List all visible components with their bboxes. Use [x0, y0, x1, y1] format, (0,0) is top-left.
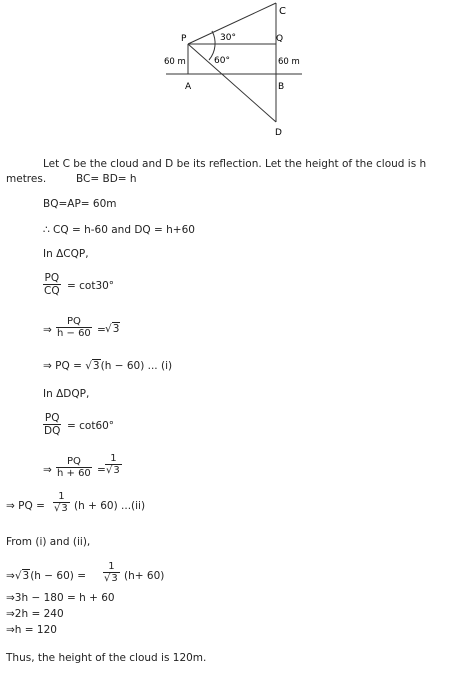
label-q: Q	[276, 34, 284, 44]
fraction-pq-cq	[43, 272, 61, 297]
in-triangle-cqp: In ΔCQP,	[43, 248, 89, 260]
step-3h: ⇒3h − 180 = h + 60	[6, 592, 115, 604]
fraction-pq-h-minus-60	[56, 316, 92, 339]
label-p: P	[181, 34, 187, 44]
denominator: h − 60	[57, 328, 91, 339]
combined-equation-left: ⇒√3(h − 60) =	[6, 570, 87, 582]
fraction-1-over-sqrt3-ii	[53, 491, 70, 514]
denominator: DQ	[44, 425, 61, 437]
fraction-1-over-sqrt3-combined	[103, 561, 120, 584]
combined-equation-right: (h+ 60)	[124, 570, 165, 582]
step-2h: ⇒2h = 240	[6, 608, 64, 620]
label-angle-30: 30°	[220, 33, 236, 43]
label-a: A	[185, 82, 192, 92]
numerator: PQ	[44, 412, 60, 424]
label-right-height: 60 m	[278, 57, 300, 67]
pq-lead-ii: ⇒ PQ =	[6, 500, 45, 512]
sqrt3: √3	[105, 323, 120, 335]
from-i-and-ii: From (i) and (ii),	[6, 536, 91, 548]
fraction-1-over-sqrt3	[105, 453, 122, 476]
intro-equation: BC= BD= h	[76, 173, 137, 185]
implies-sign-2: ⇒	[43, 464, 52, 476]
in-triangle-dqp: In ΔDQP,	[43, 388, 90, 400]
numerator: 1	[108, 561, 115, 572]
pq-tail-ii: (h + 60) ...(ii)	[74, 500, 146, 512]
step-h: ⇒h = 120	[6, 624, 57, 636]
intro-line-2: metres.	[6, 173, 47, 185]
label-b: B	[278, 82, 285, 92]
numerator: PQ	[66, 456, 81, 467]
equals-sign: =	[97, 324, 106, 336]
fraction-pq-h-plus-60	[56, 456, 92, 479]
denominator: h + 60	[57, 468, 91, 479]
cot30-text: = cot30°	[67, 280, 115, 292]
denominator: CQ	[44, 285, 60, 297]
label-c: C	[279, 6, 286, 17]
bq-ap-statement: BQ=AP= 60m	[43, 198, 117, 210]
numerator: PQ	[44, 272, 60, 284]
denominator: √3	[106, 465, 120, 476]
label-left-height: 60 m	[164, 57, 186, 67]
numerator: 1	[58, 491, 65, 502]
denominator: √3	[54, 503, 68, 514]
label-angle-60: 60°	[214, 56, 230, 66]
numerator: 1	[110, 453, 117, 464]
intro-line-1: Let C be the cloud and D be its reflection. Let the height of the cloud is h	[43, 158, 427, 170]
pq-equation-i: ⇒ PQ = √3(h − 60) ... (i)	[43, 360, 173, 372]
equals-sign-2: =	[97, 464, 106, 476]
denominator: √3	[104, 573, 118, 584]
geometry-figure	[0, 0, 452, 150]
cot60-text: = cot60°	[67, 420, 115, 432]
label-d: D	[275, 128, 282, 138]
fraction-pq-dq	[43, 412, 61, 437]
conclusion: Thus, the height of the cloud is 120m.	[6, 652, 207, 664]
cq-dq-statement: ∴ CQ = h-60 and DQ = h+60	[43, 224, 195, 236]
implies-sign: ⇒	[43, 324, 52, 336]
numerator: PQ	[66, 316, 81, 327]
line-pd	[188, 44, 276, 122]
